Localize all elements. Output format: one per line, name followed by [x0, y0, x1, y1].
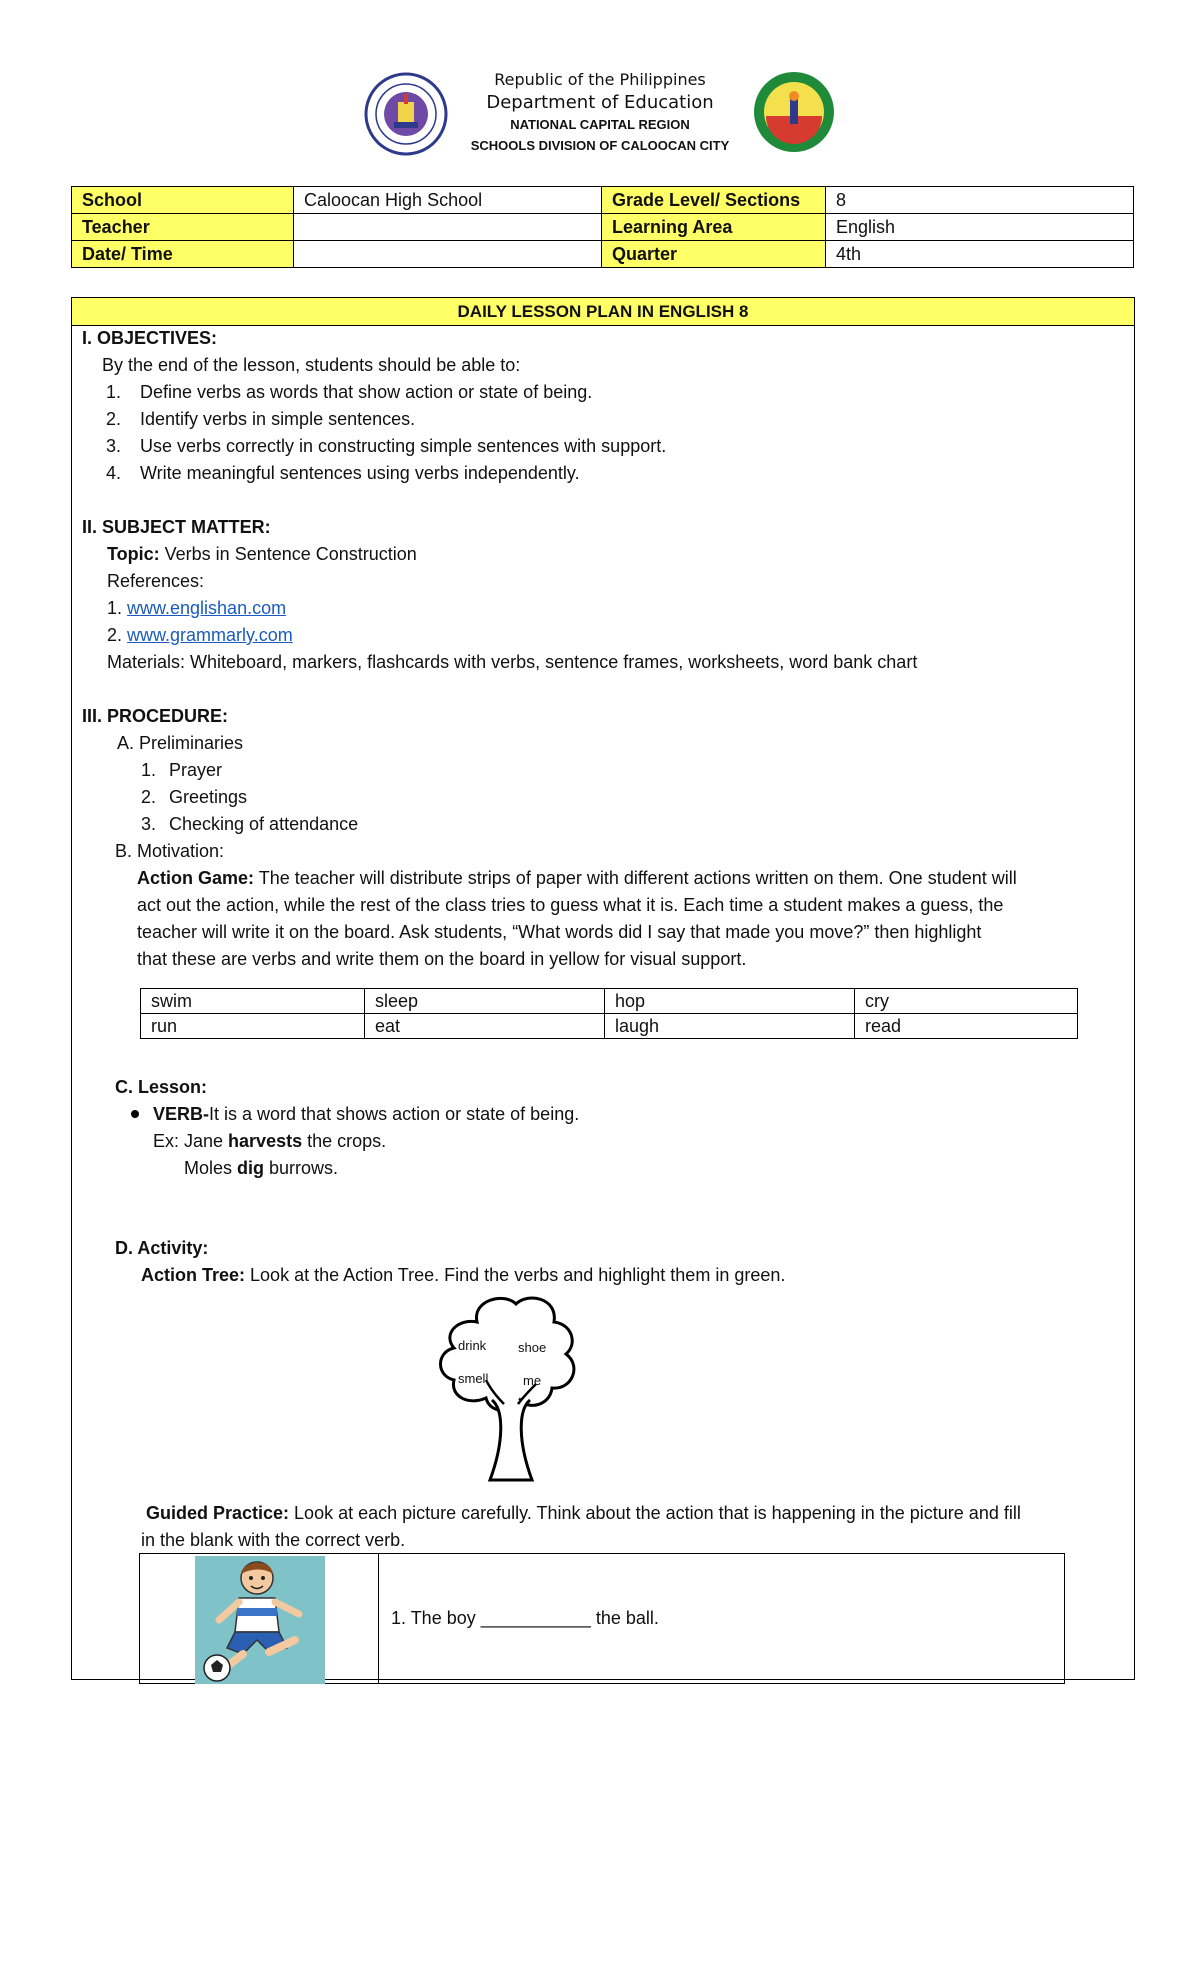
verb-word-table [140, 988, 1078, 1039]
region-line: NATIONAL CAPITAL REGION [510, 117, 690, 132]
tree-word: smell [458, 1371, 489, 1386]
grade-label: Grade Level/ Sections [602, 187, 826, 214]
example-line: Ex: Jane harvests the crops. [153, 1131, 387, 1151]
guided-practice-line: in the blank with the correct verb. [141, 1530, 406, 1550]
activity-heading: D. Activity: [115, 1238, 209, 1258]
grade-value: 8 [826, 187, 1134, 214]
table-cell: read [855, 1014, 1078, 1039]
subject-heading: II. SUBJECT MATTER: [82, 517, 271, 537]
action-game-line: that these are verbs and write them on the board in yellow for visual support. [137, 949, 747, 969]
lesson-heading: C. Lesson: [115, 1077, 208, 1097]
tree-word: me [523, 1373, 542, 1388]
table-row [72, 187, 1134, 214]
table-cell: cry [855, 989, 1078, 1014]
republic-line: Republic of the Philippines [494, 70, 706, 89]
lesson-info-table [71, 186, 1134, 268]
table-row [141, 1014, 1078, 1039]
table-row [72, 241, 1134, 268]
list-item: 1. Prayer [141, 760, 223, 780]
quarter-label: Quarter [602, 241, 826, 268]
plan-title: DAILY LESSON PLAN IN ENGLISH 8 [72, 298, 1134, 326]
school-value: Caloocan High School [294, 187, 602, 214]
table-cell: eat [365, 1014, 605, 1039]
action-tree-picture [432, 1292, 590, 1484]
table-row [72, 214, 1134, 241]
example-line: Moles dig burrows. [184, 1158, 339, 1178]
references-label: References: [107, 571, 205, 591]
action-tree-instruction: Action Tree: Look at the Action Tree. Find the verbs and highlight them in green. [141, 1265, 786, 1285]
table-cell: hop [605, 989, 855, 1014]
quarter-value: 4th [826, 241, 1134, 268]
bullet-icon [131, 1110, 139, 1118]
materials-line: Materials: Whiteboard, markers, flashcards with verbs, sentence frames, worksheets, word bank chart [107, 652, 918, 672]
table-cell: laugh [605, 1014, 855, 1039]
learning-area-value: English [826, 214, 1134, 241]
list-item: 4. Write meaningful sentences using verbs independently. [106, 463, 580, 483]
tree-word: drink [458, 1338, 487, 1353]
objectives-intro: By the end of the lesson, students should be able to: [102, 355, 521, 375]
guided-practice-line: Guided Practice: Look at each picture carefully. Think about the action that is happening in the picture and fill [146, 1503, 1021, 1523]
teacher-label: Teacher [72, 214, 294, 241]
reference-link-englishan[interactable]: www.englishan.com [127, 598, 287, 618]
reference-item: 1. www.englishan.com [107, 598, 287, 618]
action-game-line: Action Game: The teacher will distribute strips of paper with different actions written on them. One student will [137, 868, 1017, 888]
list-item: 3. Use verbs correctly in constructing simple sentences with support. [106, 436, 667, 456]
date-time-label: Date/ Time [72, 241, 294, 268]
learning-area-label: Learning Area [602, 214, 826, 241]
preliminaries-heading: A. Preliminaries [117, 733, 244, 753]
procedure-heading: III. PROCEDURE: [82, 706, 229, 726]
table-cell: run [141, 1014, 365, 1039]
action-game-line: act out the action, while the rest of the class tries to guess what it is. Each time a student makes a guess, the [137, 895, 1004, 915]
objectives-heading: I. OBJECTIVES: [82, 328, 218, 348]
reference-link-grammarly[interactable]: www.grammarly.com [127, 625, 293, 645]
topic-line: Topic: Verbs in Sentence Construction [107, 544, 417, 564]
practice-item-1: 1. The boy ___________ the ball. [391, 1608, 659, 1628]
department-line: Department of Education [486, 92, 714, 113]
table-divider [378, 1554, 379, 1683]
list-item: 2. Greetings [141, 787, 248, 807]
tree-word: shoe [518, 1340, 547, 1355]
division-line: SCHOOLS DIVISION OF CALOOCAN CITY [470, 138, 730, 153]
list-item: 2. Identify verbs in simple sentences. [106, 409, 416, 429]
table-cell: swim [141, 989, 365, 1014]
verb-definition: VERB-It is a word that shows action or state of being. [153, 1104, 580, 1124]
list-item: 1. Define verbs as words that show action or state of being. [106, 382, 593, 402]
table-cell: sleep [365, 989, 605, 1014]
date-time-value [294, 241, 602, 268]
motivation-heading: B. Motivation: [115, 841, 225, 861]
teacher-value [294, 214, 602, 241]
school-label: School [72, 187, 294, 214]
reference-item: 2. www.grammarly.com [107, 625, 293, 645]
table-row [141, 989, 1078, 1014]
list-item: 3. Checking of attendance [141, 814, 359, 834]
boy-kicking-ball-picture [195, 1556, 325, 1684]
action-game-line: teacher will write it on the board. Ask students, “What words did I say that made you move?” then highlight [137, 922, 982, 942]
